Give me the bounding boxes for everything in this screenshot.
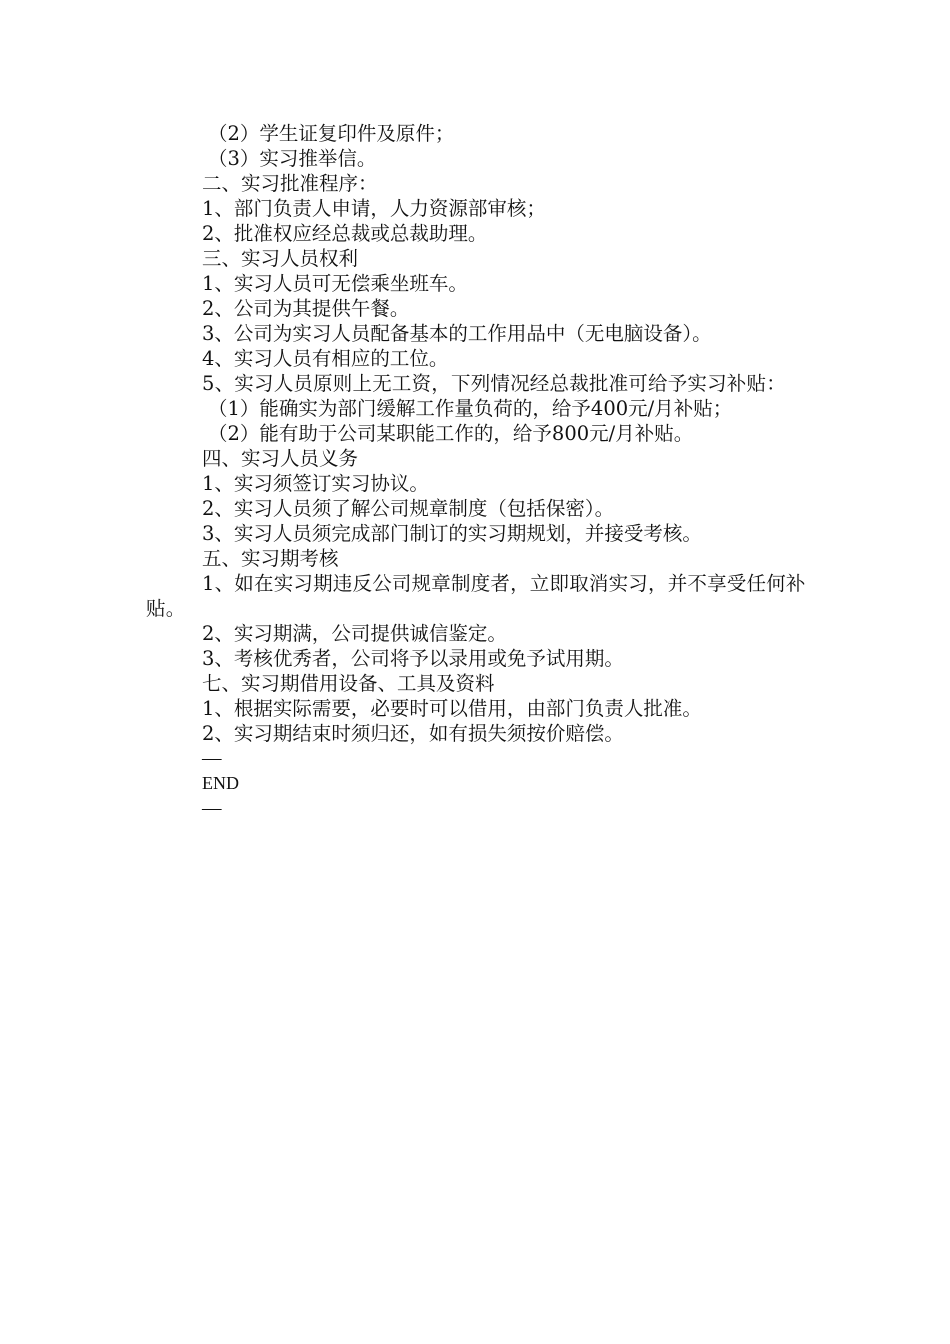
list-item: 2、实习人员须了解公司规章制度（包括保密）。 <box>202 497 615 520</box>
list-item: 2、实习期结束时须归还，如有损失须按价赔偿。 <box>202 722 624 745</box>
list-item: 3、考核优秀者，公司将予以录用或免予试用期。 <box>202 647 624 670</box>
list-item: 2、公司为其提供午餐。 <box>202 297 410 320</box>
list-item-allowance-400: （1）能确实为部门缓解工作量负荷的，给予400元/月补贴； <box>208 397 733 420</box>
end-marker: END <box>202 773 239 793</box>
end-dash-bottom: — <box>202 798 222 819</box>
list-item: 1、实习人员可无偿乘坐班车。 <box>202 272 468 295</box>
section-heading-intern-rights: 三、实习人员权利 <box>202 247 359 270</box>
list-item: 3、公司为实习人员配备基本的工作用品中（无电脑设备）。 <box>202 322 712 345</box>
list-item: 2、实习期满，公司提供诚信鉴定。 <box>202 622 507 645</box>
list-item-allowance-800: （2）能有助于公司某职能工作的，给予800元/月补贴。 <box>208 422 694 445</box>
list-item: 1、部门负责人申请，人力资源部审核； <box>202 197 546 220</box>
list-item: 4、实习人员有相应的工位。 <box>202 347 449 370</box>
document-body <box>146 121 810 821</box>
list-item-recommendation-letter: （3）实习推举信。 <box>208 147 377 170</box>
list-item: 1、实习须签订实习协议。 <box>202 472 429 495</box>
list-item-violation: 1、如在实习期违反公司规章制度者，立即取消实习，并不享受任何补贴。 <box>146 572 806 620</box>
list-item: 2、批准权应经总裁或总裁助理。 <box>202 222 488 245</box>
list-item-allowance: 5、实习人员原则上无工资，下列情况经总裁批准可给予实习补贴： <box>202 372 786 395</box>
list-item-student-id-copy: （2）学生证复印件及原件； <box>208 122 455 145</box>
end-dash-top: — <box>202 748 222 769</box>
section-heading-equipment: 七、实习期借用设备、工具及资料 <box>202 672 495 695</box>
list-item: 1、根据实际需要，必要时可以借用，由部门负责人批准。 <box>202 697 702 720</box>
list-item: 3、实习人员须完成部门制订的实习期规划，并接受考核。 <box>202 522 702 545</box>
section-heading-approval-process: 二、实习批准程序： <box>202 172 378 195</box>
section-heading-assessment: 五、实习期考核 <box>202 547 339 570</box>
section-heading-intern-duties: 四、实习人员义务 <box>202 447 359 470</box>
